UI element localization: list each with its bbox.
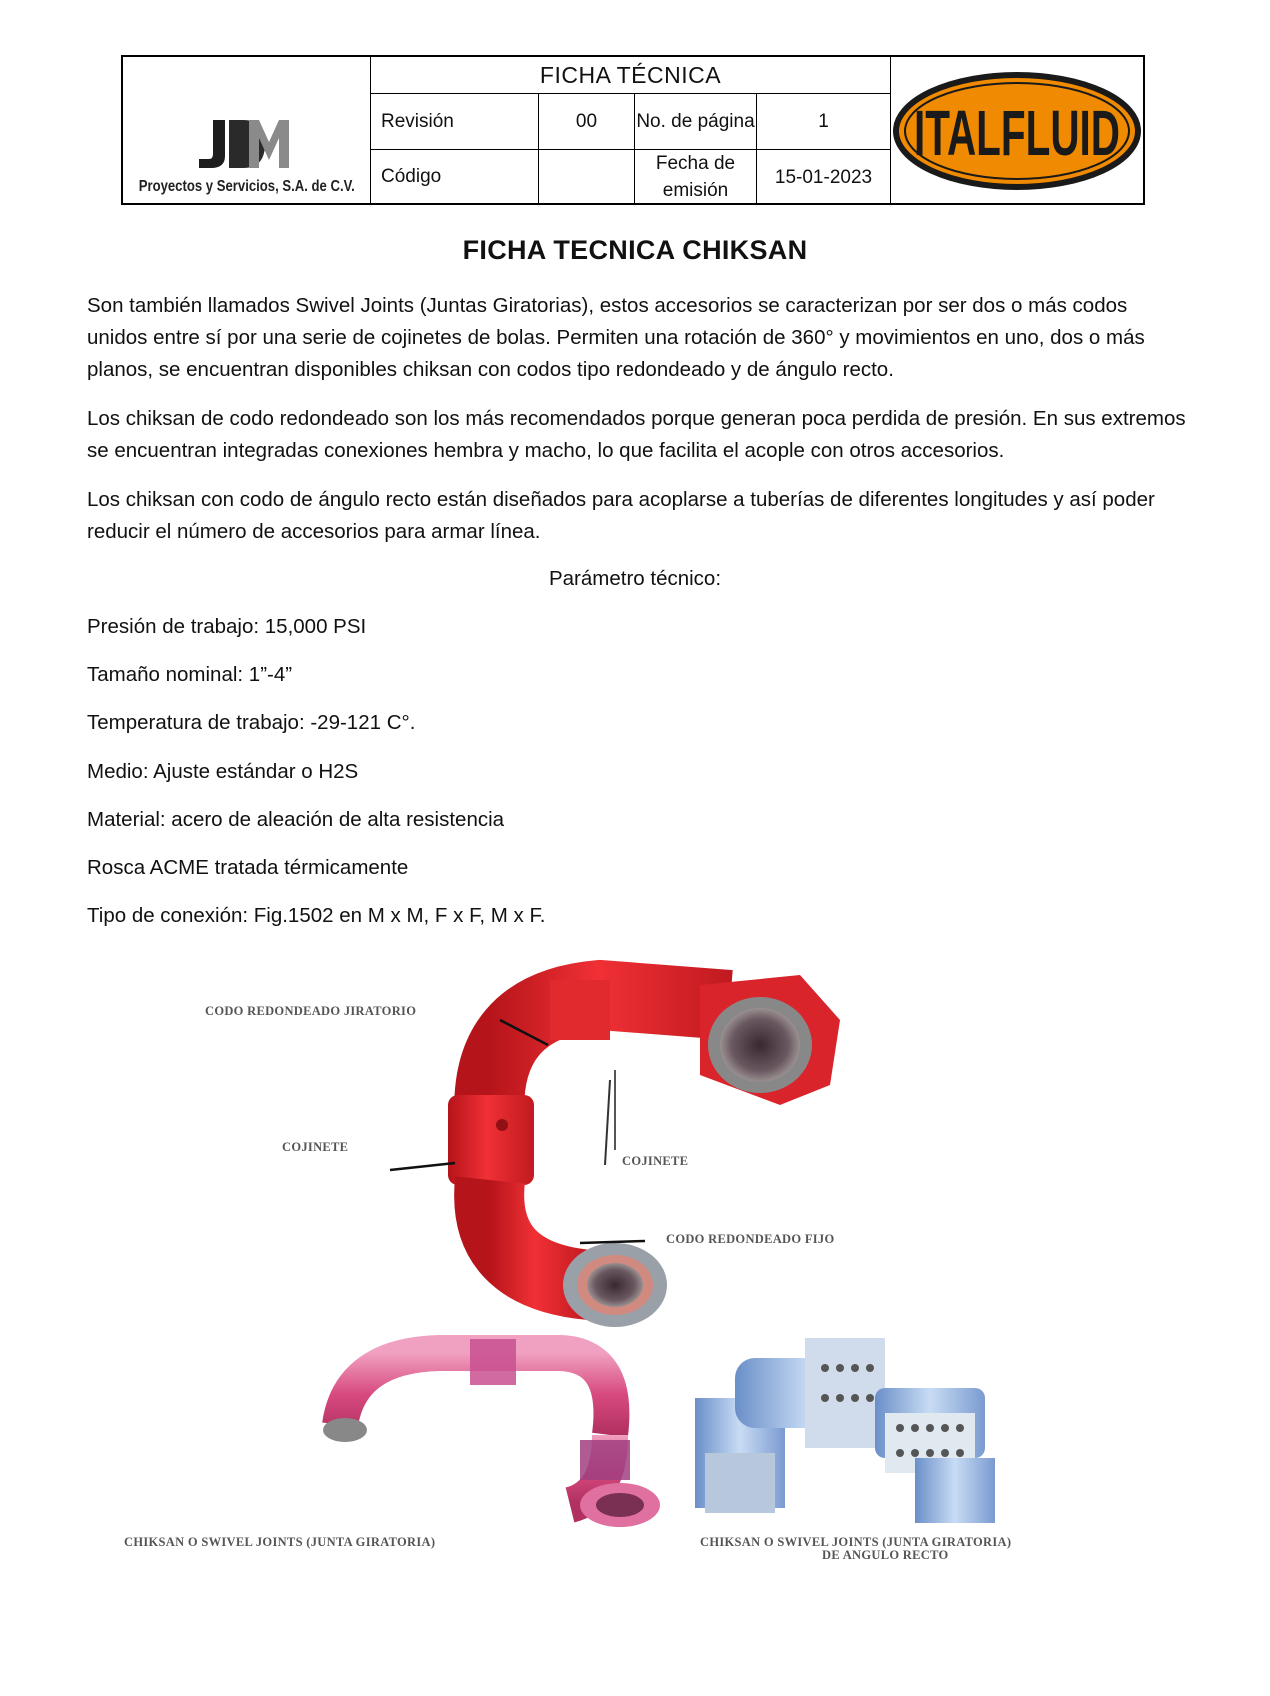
jdm-logo — [197, 116, 297, 172]
blue-chiksan-illustration — [695, 1328, 1045, 1528]
code-label: Código — [371, 150, 539, 204]
spec-medium: Medio: Ajuste estándar o H2S — [87, 760, 359, 783]
jdm-logo-cell — [123, 57, 371, 204]
code-value — [539, 150, 635, 204]
red-chiksan-illustration — [400, 975, 920, 1325]
document-title: FICHA TECNICA CHIKSAN — [462, 235, 808, 265]
revision-value: 00 — [539, 94, 635, 150]
page-label: No. de página — [635, 94, 757, 150]
paragraph-3: Los chiksan con codo de ángulo recto están diseñados para acoplarse a tuberías de diferentes longitudes y así poder reducir el número de accesorios para armar línea. — [87, 488, 1155, 543]
paragraph-1: Son también llamados Swivel Joints (Juntas Giratorias), estos accesorios se caracterizan por ser dos o más codos unidos entre sí por una serie de cojinetes de bolas. Permiten una rotación de 360° y movimientos en uno, dos o más planos, se encuentran disponibles chiksan con codos tipo redondeado y de ángulo recto. — [87, 294, 1145, 381]
caption-right-line2: DE ANGULO RECTO — [822, 1548, 949, 1562]
italfluid-logo-text: ITALFLUID — [914, 96, 1120, 169]
page-value: 1 — [757, 94, 891, 150]
spec-connection: Tipo de conexión: Fig.1502 en M x M, F x F, M x F. — [87, 904, 546, 927]
param-heading: Parámetro técnico: — [548, 567, 722, 590]
spec-temperature: Temperatura de trabajo: -29-121 C°. — [87, 711, 416, 734]
date-label: Fecha de emisión — [635, 150, 757, 204]
date-value: 15-01-2023 — [757, 150, 891, 204]
ficha-title: FICHA TÉCNICA — [371, 57, 891, 94]
label-bearing-left: COJINETE — [282, 1140, 349, 1154]
header-table — [121, 55, 1145, 205]
arrow-fixed-elbow — [580, 1241, 645, 1243]
arrow-bearing-left — [390, 1163, 455, 1170]
caption-left: CHIKSAN O SWIVEL JOINTS (JUNTA GIRATORIA) — [124, 1535, 436, 1549]
caption-right-line1: CHIKSAN O SWIVEL JOINTS (JUNTA GIRATORIA) — [700, 1535, 1012, 1549]
label-swivel-elbow: CODO REDONDEADO JIRATORIO — [205, 1004, 417, 1018]
jdm-logo-icon — [197, 116, 297, 172]
paragraph-2: Los chiksan de codo redondeado son los más recomendados porque generan poca perdida de presión. En sus extremos se encuentran integradas conexiones hembra y macho, lo que facilita el acople con otros accesorios. — [87, 407, 1186, 462]
spec-size: Tamaño nominal: 1”-4” — [87, 663, 293, 686]
spec-thread: Rosca ACME tratada térmicamente — [87, 856, 409, 879]
arrow-bearing-right — [605, 1080, 610, 1165]
spec-material: Material: acero de aleación de alta resistencia — [87, 808, 505, 831]
pink-chiksan-illustration — [320, 1345, 690, 1530]
revision-label: Revisión — [371, 94, 539, 150]
label-fixed-elbow: CODO REDONDEADO FIJO — [666, 1232, 835, 1246]
italfluid-logo-cell — [891, 57, 1143, 204]
spec-pressure: Presión de trabajo: 15,000 PSI — [87, 615, 367, 638]
italfluid-logo — [892, 71, 1142, 191]
company-name: Proyectos y Servicios, S.A. de C.V. — [138, 178, 355, 195]
label-bearing-right: COJINETE — [622, 1154, 689, 1168]
